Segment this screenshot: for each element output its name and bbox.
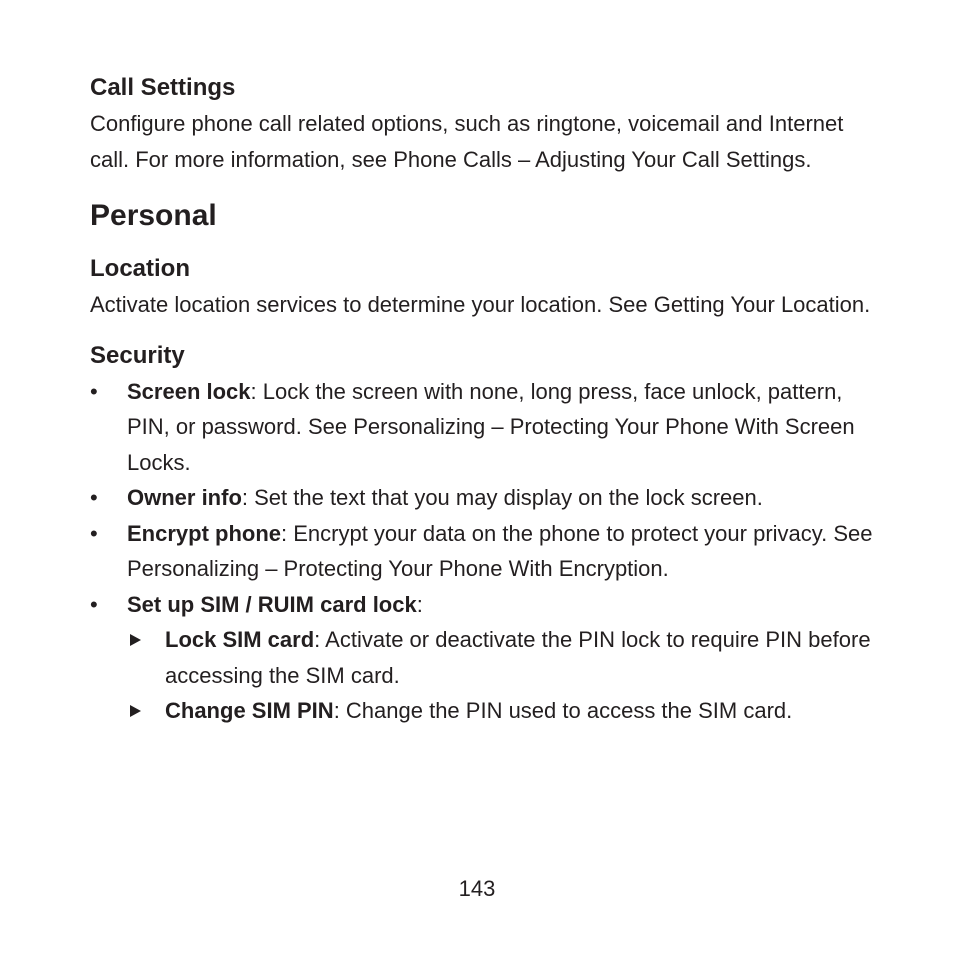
item-term: Change SIM PIN — [165, 698, 334, 723]
item-text: : Activate or deactivate the PIN lock to require PIN before accessing the SIM card. — [165, 627, 871, 688]
call-settings-heading: Call Settings — [90, 74, 236, 101]
document-page — [90, 70, 880, 729]
item-term: Set up SIM / RUIM card lock — [127, 591, 417, 617]
item-term: Encrypt phone — [127, 520, 282, 546]
item-term: Lock SIM card — [165, 627, 315, 652]
list-item-encrypt-phone — [90, 516, 880, 587]
item-term: Owner info — [127, 485, 242, 510]
page-number: 143 — [458, 876, 496, 901]
bullet-icon: • — [90, 485, 98, 510]
call-settings-description: Configure phone call related options, such as ringtone, voicemail and Internet call. For more information, see Phone Calls – Adjusting Your Call Settings. — [90, 111, 844, 172]
triangle-right-icon — [130, 634, 141, 646]
item-text: : Lock the screen with none, long press, face unlock, pattern, PIN, or password. See Personalizing – Protecting Your Phone With Screen Locks. — [127, 378, 855, 475]
location-description: Activate location services to determine your location. See Getting Your Location. — [90, 292, 871, 317]
item-term: Screen lock — [127, 378, 251, 404]
personal-heading: Personal — [90, 199, 217, 232]
triangle-right-icon — [130, 705, 141, 717]
bullet-icon: • — [90, 520, 98, 546]
item-text: : — [416, 591, 423, 617]
bullet-icon: • — [90, 378, 98, 404]
list-item-owner-info — [90, 480, 880, 516]
location-heading: Location — [90, 255, 190, 282]
security-list — [90, 374, 880, 729]
list-item-sim-card-lock — [90, 587, 880, 729]
bullet-icon: • — [90, 591, 98, 617]
sublist-item-change-sim-pin — [127, 693, 880, 729]
item-text: : Encrypt your data on the phone to protect your privacy. See Personalizing – Protecting Your Phone With Encryption. — [127, 520, 873, 581]
list-item-screen-lock — [90, 374, 880, 481]
sublist-item-lock-sim-card — [127, 622, 880, 693]
item-text: : Change the PIN used to access the SIM card. — [333, 698, 793, 723]
security-heading: Security — [90, 341, 185, 369]
sim-lock-sublist — [127, 622, 880, 729]
item-text: : Set the text that you may display on the lock screen. — [241, 485, 763, 510]
